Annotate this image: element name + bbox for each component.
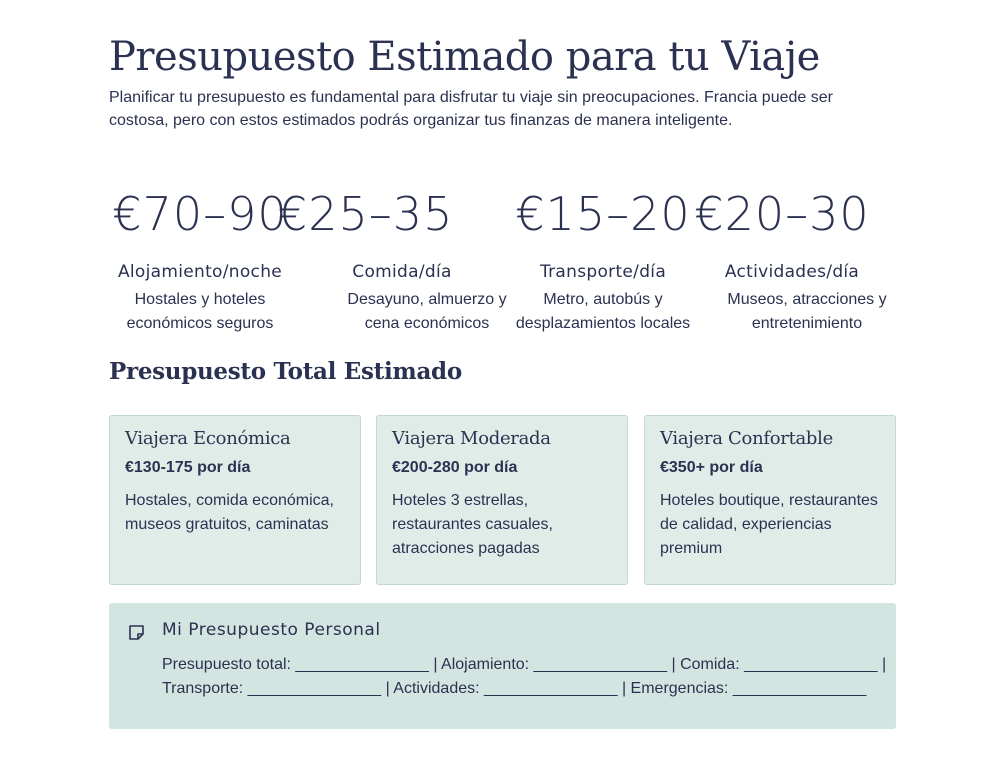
page-title: Presupuesto Estimado para tu Viaje — [109, 34, 820, 80]
stat-description: Metro, autobús y desplazamientos locales — [515, 291, 691, 332]
tier-card-economica — [109, 415, 361, 585]
personal-budget-box — [109, 603, 896, 729]
stat-description: Desayuno, almuerzo y cena económicos — [347, 291, 507, 332]
stat-value: €70–90 — [112, 187, 288, 241]
stat-value: €25–35 — [278, 187, 454, 241]
tier-name: Viajera Moderada — [392, 428, 551, 449]
personal-budget-fields[interactable]: Presupuesto total: _______________ | Alojamiento: _______________ | Comida: _______________ | Transporte: _______________ | Actividades: _______________ | Emergencias: _______________ — [162, 656, 887, 697]
stat-value: €20–30 — [694, 187, 870, 241]
tier-name: Viajera Confortable — [660, 428, 833, 449]
stat-description: Hostales y hoteles económicos seguros — [126, 291, 274, 332]
tier-price: €200-280 por día — [392, 459, 518, 476]
stat-label: Comida/día — [352, 262, 452, 282]
personal-budget-title: Mi Presupuesto Personal — [162, 620, 381, 640]
tier-description: Hoteles boutique, restaurantes de calidad, experiencias premium — [660, 492, 878, 557]
tier-card-confortable — [644, 415, 896, 585]
stat-label: Actividades/día — [724, 262, 860, 282]
tier-description: Hostales, comida económica, museos gratuitos, caminatas — [125, 492, 334, 533]
tier-card-moderada — [376, 415, 628, 585]
tier-price: €130-175 por día — [125, 459, 251, 476]
stat-accommodation — [100, 180, 300, 336]
stat-transport — [503, 180, 703, 336]
tier-price: €350+ por día — [660, 459, 763, 476]
tier-name: Viajera Económica — [125, 428, 291, 449]
stat-label: Alojamiento/noche — [117, 262, 283, 282]
stat-description: Museos, atracciones y entretenimiento — [727, 291, 887, 332]
tier-description: Hoteles 3 estrellas, restaurantes casuales, atracciones pagadas — [392, 492, 553, 557]
stat-food — [278, 180, 507, 336]
intro-text: Planificar tu presupuesto es fundamental para disfrutar tu viaje sin preocupaciones. Francia puede ser costosa, pero con estos estimados podrás organizar tus finanzas de manera inteligente. — [109, 89, 833, 129]
stat-label: Transporte/día — [539, 262, 667, 282]
section-title: Presupuesto Total Estimado — [109, 358, 462, 385]
stat-value: €15–20 — [515, 187, 691, 241]
stat-activities — [682, 180, 887, 336]
note-icon — [128, 624, 145, 641]
